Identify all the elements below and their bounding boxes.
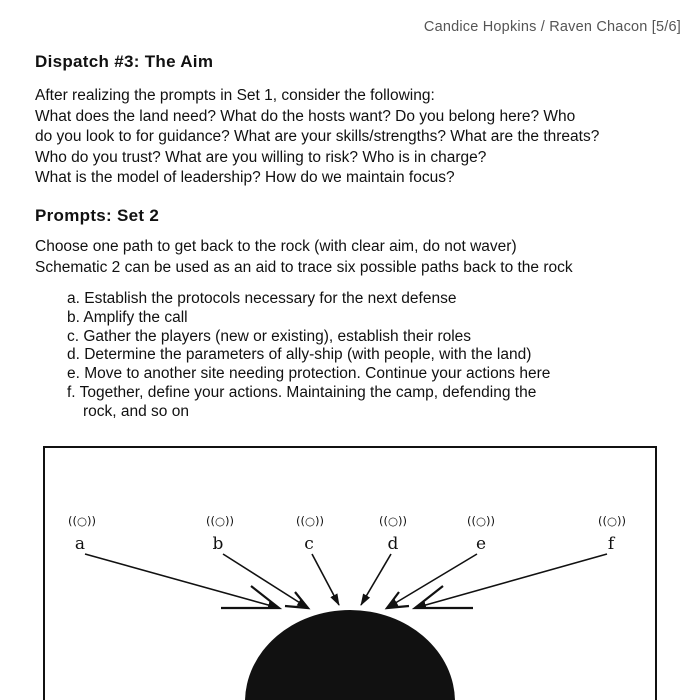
list-item: b. Amplify the call (67, 308, 188, 326)
path-label-a: a (74, 534, 86, 554)
list-item-continuation: rock, and so on (83, 402, 189, 420)
path-label-b: b (212, 534, 224, 554)
arrow-f (415, 554, 607, 608)
dispatch-text (35, 86, 599, 189)
prompts-title: Prompts: Set 2 (35, 206, 160, 225)
signal-icon-a: ((○)) (68, 514, 96, 528)
rock-shape (245, 610, 455, 700)
path-label-d: d (387, 534, 399, 554)
prompt-list (67, 290, 550, 422)
prompts-line: Schematic 2 can be used as an aid to trace six possible paths back to the rock (35, 258, 573, 276)
path-label-c: c (304, 534, 314, 554)
dispatch-line: What does the land need? What do the hosts want? Do you belong here? Who (35, 107, 576, 125)
signal-icon-c: ((○)) (296, 514, 324, 528)
arrow-d (361, 554, 391, 605)
path-label-e: e (475, 534, 487, 554)
dispatch-line: After realizing the prompts in Set 1, consider the following: (35, 87, 435, 104)
list-item: e. Move to another site needing protection. Continue your actions here (67, 365, 551, 383)
barb-a (221, 586, 279, 608)
dispatch-line: What is the model of leadership? How do we maintain focus? (35, 169, 455, 187)
schematic-diagram (43, 446, 657, 700)
list-item: c. Gather the players (new or existing), establish their roles (67, 327, 472, 345)
list-item: d. Determine the parameters of ally-ship (with people, with the land) (67, 346, 532, 364)
arrow-b (223, 554, 308, 608)
dispatch-line: do you look to for guidance? What are your skills/strengths? What are the threats? (35, 128, 600, 146)
arrow-e (387, 554, 477, 608)
dispatch-line: Who do you trust? What are you willing to risk? Who is in charge? (35, 148, 487, 166)
prompts-text (35, 237, 573, 278)
list-item: a. Establish the protocols necessary for the next defense (67, 290, 457, 307)
signal-icon-b: ((○)) (206, 514, 234, 528)
arrow-a (85, 554, 279, 608)
signal-icon-f: ((○)) (598, 514, 626, 528)
arrow-c (312, 554, 339, 605)
signal-icon-e: ((○)) (467, 514, 495, 528)
path-arrows (85, 554, 607, 608)
signal-icon-d: ((○)) (379, 514, 407, 528)
list-item: f. Together, define your actions. Maintaining the camp, defending the (67, 383, 537, 401)
barb-f (415, 586, 473, 608)
arrow-barbs (221, 586, 473, 608)
schematic-svg (45, 448, 655, 700)
dispatch-title: Dispatch #3: The Aim (35, 52, 214, 71)
page-credit: Candice Hopkins / Raven Chacon [5/6] (423, 19, 681, 35)
prompts-line: Choose one path to get back to the rock (with clear aim, do not waver) (35, 238, 517, 255)
path-label-f: f (607, 534, 615, 554)
